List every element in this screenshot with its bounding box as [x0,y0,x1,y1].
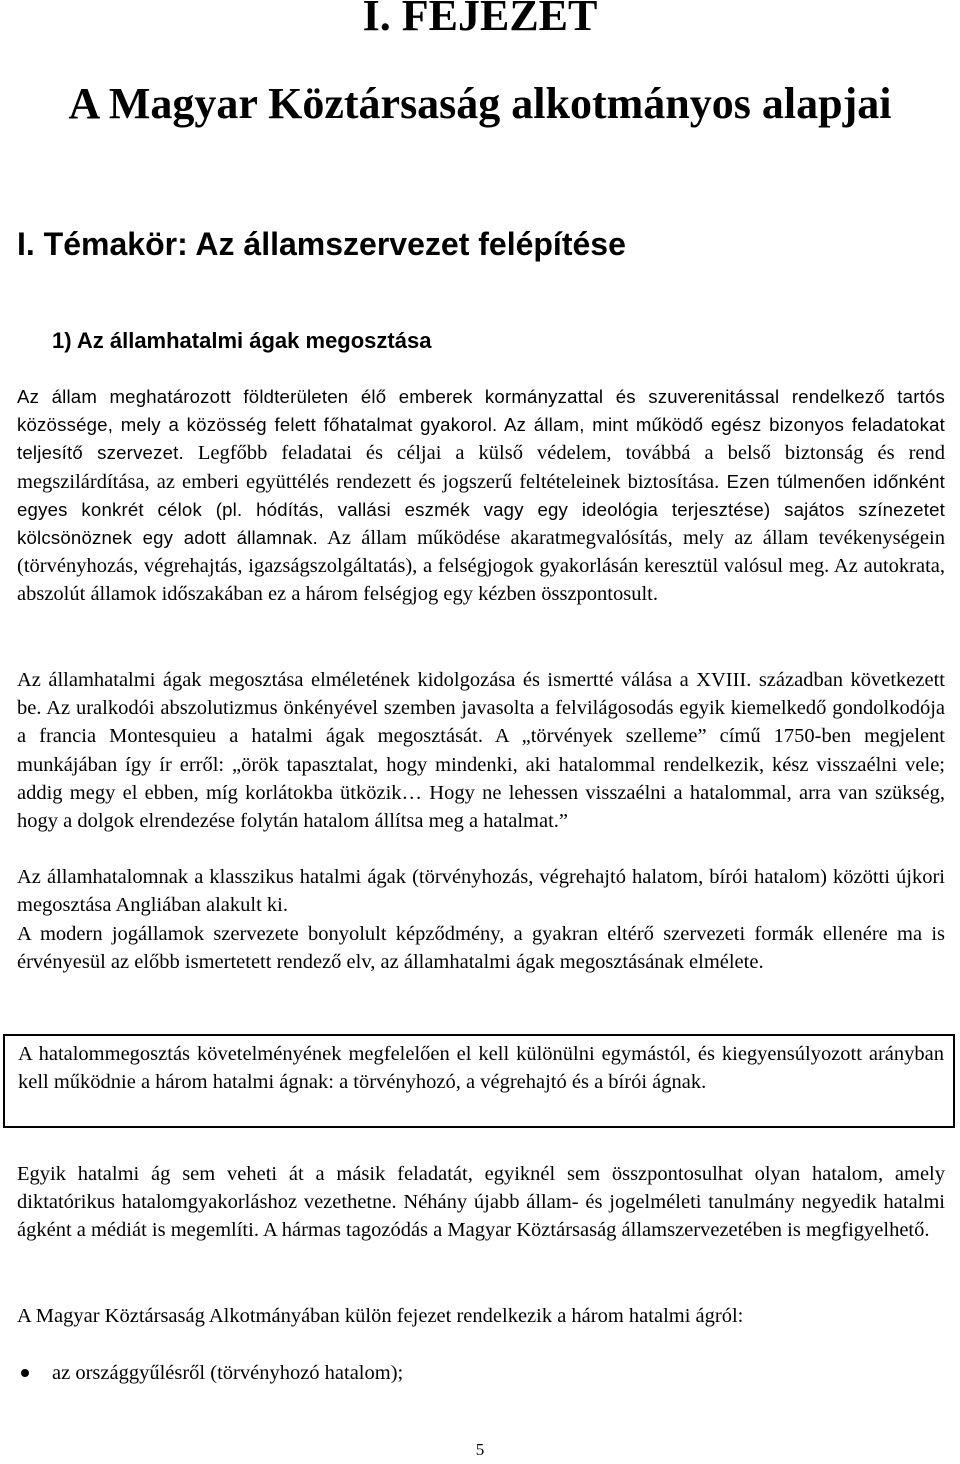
paragraph-run-sans: Az állam meghatározott földterületen élő emberek kormányzattal és szuverenitással rendelkező tartós közössége, mely a közösség felett főhatalmat gyakorol. Az állam, mint működő egész bizonyos feladatokat teljesítő szervezet. [17,386,945,464]
paragraph-run-serif: Legfőbb feladatai és céljai a külső védelem, továbbá a belső biztonság és rend megszilárdítása, az emberi együttélés rendezett és jogszerű feltételeinek biztosítása. [17,442,945,493]
paragraph-state-definition [17,383,945,609]
list-item-text: az országgyűlésről (törvényhozó hatalom); [52,1362,404,1384]
chapter-title: I. FEJEZET [362,0,598,40]
paragraph-modern-states: A modern jogállamok szervezete bonyolult képződmény, a gyakran eltérő szervezeti formák ellenére ma is érvényesül az előbb ismertetett rendező elv, az államhatalmi ágak megosztásának elmélete. [17,923,945,974]
highlight-box [3,1034,955,1128]
highlight-box-text: A hatalommegosztás követelményének megfelelően el kell különülni egymástól, és kiegyensúlyozott arányban kell működnie a három hatalmi ágnak: a törvényhozó, a végrehajtó és a bírói ágnak. [18,1043,944,1094]
section-heading: 1) Az államhatalmi ágak megosztása [52,328,432,353]
bullet-icon [21,1369,29,1377]
paragraph-run-sans: Ezen túlmenően időnként egyes konkrét célok (pl. hódítás, vallási eszmék vagy egy ideológia terjesztése) sajátos színezetet kölcsönöznek egy adott államnak. [17,470,946,549]
branch-list [0,1358,960,1388]
topic-heading: I. Témakör: Az államszervezet felépítése [17,226,626,262]
paragraph-run-serif: Az állam működése akaratmegvalósítás, mely az állam tevékenységein (törvényhozás, végrehajtás, igazságszolgáltatás), a felségjogok gyakorlásán keresztül valósul meg. Az autokrata, abszolút államok időszakában ez a három felségjog egy kézben összpontosult. [17,527,945,606]
document-title: A Magyar Köztársaság alkotmányos alapjai [68,79,892,128]
paragraph-separation-rules: Egyik hatalmi ág sem veheti át a másik feladatát, egyiknél sem összpontosulhat olyan hatalom, amely diktatórikus hatalomgyakorláshoz vezethetne. Néhány újabb állam- és jogelméleti tanulmány negyedik hatalmi ágként a médiát is megemlíti. A hármas tagozódás a Magyar Köztársaság államszervezetében is megfigyelhető. [17,1163,945,1242]
paragraph-constitution: A Magyar Köztársaság Alkotmányában külön fejezet rendelkezik a három hatalmi ágról: [17,1305,744,1327]
list-item [0,1358,960,1388]
paragraph-england: Az államhatalomnak a klasszikus hatalmi ágak (törvényhozás, végrehajtó halatom, bírói hatalom) közötti újkori megosztása Angliában alakult ki. [17,866,945,917]
page-number: 5 [475,1440,485,1459]
paragraph-montesquieu: Az államhatalmi ágak megosztása elméletének kidolgozása és ismertté válása a XVIII. században következett be. Az uralkodói abszolutizmus önkényével szemben javasolta a felvilágosodás egyik kiemelkedő gondolkodója a francia Montesquieu a hatalmi ágak megosztását. A „törvények szelleme” című 1750-ben megjelent munkájában így ír erről: „örök tapasztalat, hogy mindenki, aki hatalommal rendelkezik, kész visszaélni vele; addig megy el ebben, míg korlátokba ütközik… Hogy ne lehessen visszaélni a hatalommal, arra van szükség, hogy a dolgok elrendezése folytán hatalom állítsa meg a hatalmat.” [17,669,945,833]
